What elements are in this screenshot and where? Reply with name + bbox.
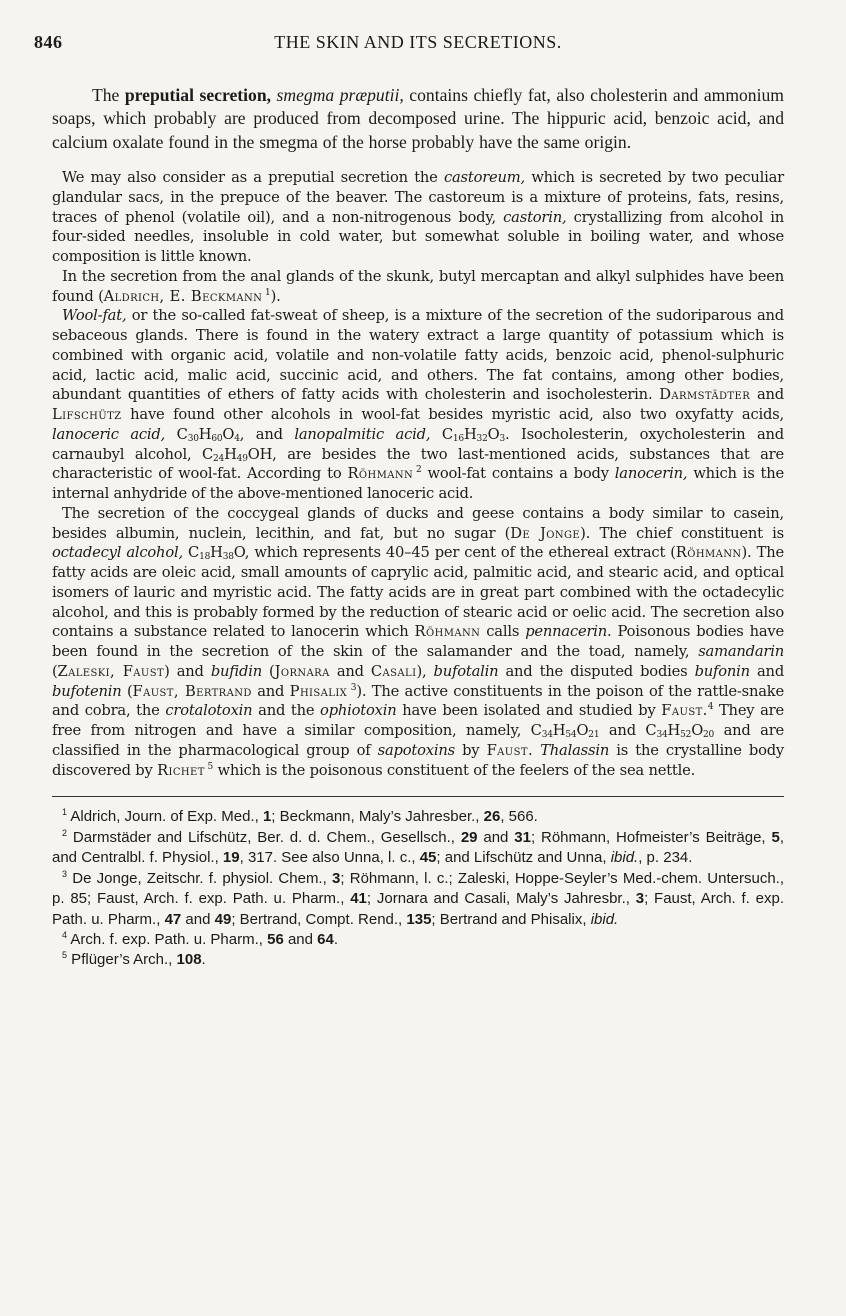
book-page [34, 32, 785, 971]
body-text [52, 168, 784, 780]
footnote-divider [52, 796, 784, 797]
lead-paragraph: The preputial secretion, smegma præputii, contains chiefly fat, also cholesterin and ammonium soaps, which probably are produced from decomposed urine. The hippuric acid, benzoic acid, and calcium oxalate found in the smegma of the horse probably have the same origin. [52, 85, 784, 152]
footnote-5: $^5$ Pflüger’s Arch., 108. [62, 950, 206, 969]
paragraph-castoreum: We may also consider as a preputial secretion the castoreum, which is secreted by two peculiar glandular sacs, in the prepuce of the beaver. The castoreum is a mixture of proteins, fats, resins, traces of phenol (volatile oil), and a non-nitrogenous body, castorin, crystallizing from alcohol in four-sided needles, insoluble in cold water, but somewhat soluble in boiling water, and whose composition is little known. [52, 169, 784, 266]
footnote-4: $^4$ Arch. f. exp. Path. u. Pharm., 56 and 64. [62, 929, 339, 948]
chapter-title: THE SKIN AND ITS SECRETIONS. [274, 32, 562, 52]
running-header [34, 32, 784, 54]
footnote-2: $^2$ Darmstäder and Lifschütz, Ber. d. d. Chem., Gesellsch., 29 and 31; Röhmann, Hofmeister’s Beiträge, 5, and Centralbl. f. Physiol., 19, 317. See also Unna, l. c., 45; and Lifschütz and Unna, ibid., p. 234. [52, 827, 784, 867]
paragraph-skunk: In the secretion from the anal glands of the skunk, butyl mercaptan and alkyl sulphides have been found (Aldrich, E. Beckmann $^1$). [52, 267, 784, 305]
page-number: 846 [34, 32, 63, 52]
paragraph-wool-fat: Wool-fat, or the so-called fat-sweat of sheep, is a mixture of the secretion of the sudoriparous and sebaceous glands. There is found in the watery extract a large quantity of potassium which is combined with organic acid, volatile and non-volatile fatty acids, benzoic acid, phenol-sulphuric acid, lactic acid, malic acid, succinic acid, and others. The fat contains, among other bodies, abundant quantities of ethers of fatty acids with cholesterin and isocholesterin. Darmstädter and Lifschütz have found other alcohols in wool-fat besides myristic acid, also two oxyfatty acids, lanoceric acid, $C_{30}H_{60}O_4$, and lanopalmitic acid, $C_{16}H_{32}O_3$. Isocholesterin, oxycholesterin and carnaubyl alcohol, $C_{24}H_{49}OH$, are besides the two last-mentioned acids, substances that are characteristic of wool-fat. According to Röhmann $^2$ wool-fat contains a body lanocerin, which is the internal anhydride of the above-mentioned lanoceric acid. [52, 307, 784, 503]
paragraph-coccygeal: The secretion of the coccygeal glands of ducks and geese contains a body similar to casein, besides albumin, nuclein, lecithin, and fat, but no sugar (De Jonge). The chief constituent is octadecyl alcohol, $C_{18}H_{38}O$, which represents 40–45 per cent of the ethereal extract (Röhmann). The fatty acids are oleic acid, small amounts of caprylic acid, palmitic acid, and stearic acid, and optical isomers of lauric and myristic acid. The fatty acids are in great part combined with the octadecylic alcohol, and this is probably formed by the reduction of stearic acid or oelic acid. The secretion also contains a substance related to lanocerin which Röhmann calls pennacerin. Poisonous bodies have been found in the secretion of the skin of the salamander and the toad, namely, samandarin (Zaleski, Faust) and bufidin (Jornara and Casali), bufotalin and the disputed bodies bufonin and bufotenin (Faust, Bertrand and Phisalix $^3$). The active constituents in the poison of the rattle-snake and cobra, the crotalotoxin and the ophiotoxin have been isolated and studied by Faust.$^4$ They are free from nitrogen and have a similar composition, namely, $C_{34}H_{54}O_{21}$ and $C_{34}H_{52}O_{20}$ and are classified in the pharmacological group of sapotoxins by Faust. Thalassin is the crystalline body discovered by Richet $^5$ which is the poisonous constituent of the feelers of the sea nettle. [52, 504, 785, 779]
footnotes [52, 807, 784, 970]
footnote-3: $^3$ De Jonge, Zeitschr. f. physiol. Chem., 3; Röhmann, l. c.; Zaleski, Hoppe-Seyler’s Med.-chem. Untersuch., p. 85; Faust, Arch. f. exp. Path. u. Pharm., 41; Jornara and Casali, Maly’s Jahresbr., 3; Faust, Arch. f. exp. Path. u. Pharm., 47 and 49; Bertrand, Compt. Rend., 135; Bertrand and Phisalix, ibid. [52, 868, 784, 928]
footnote-1: $^1$ Aldrich, Journ. of Exp. Med., 1; Beckmann, Maly’s Jahresber., 26, 566. [62, 807, 538, 826]
